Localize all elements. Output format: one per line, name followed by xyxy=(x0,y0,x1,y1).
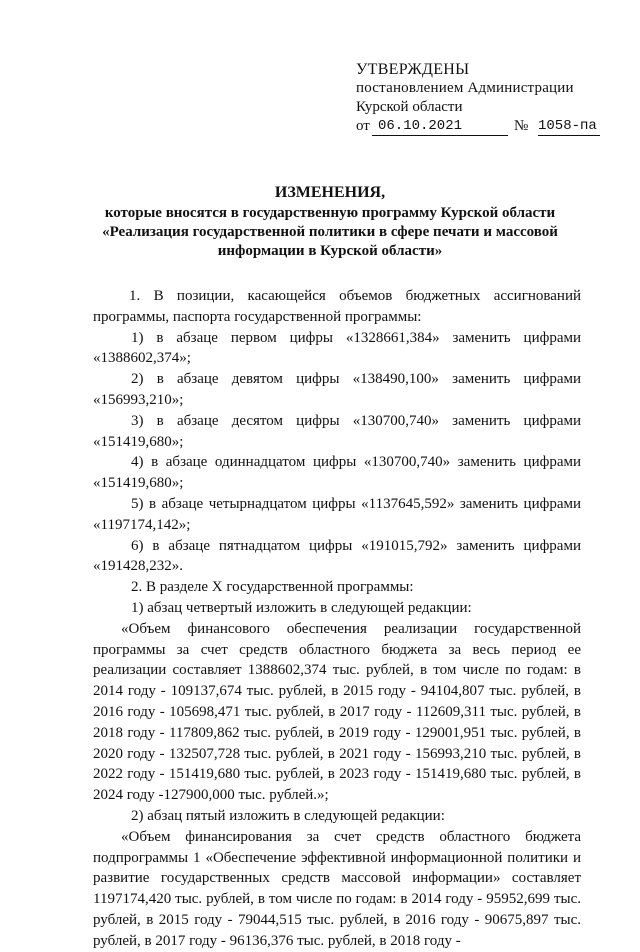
quote-2: «Объем финансирования за счет средств областного бюджета подпрограммы 1 «Обеспечение эффективной информационной политики и развитие государственных средств массовой информации» составляет 1197174,420 тыс. рублей, в том числе по годам: в 2014 году - 95952,699 тыс. рублей, в 2015 году - 79044,515 тыс. рублей, в 2016 году - 90675,897 тыс. рублей, в 2017 году - 96136,376 тыс. рублей, в 2018 году - xyxy=(93,828,581,949)
document-heading xyxy=(60,183,600,261)
quote-1: «Объем финансового обеспечения реализации государственной программы за счет средств областного бюджета за весь период ее реализации составляет 1388602,374 тыс. рублей, в том числе по годам: в 2014 году - 109137,674 тыс. рублей, в 2015 году - 94104,807 тыс. рублей, в 2016 году - 105698,471 тыс. рублей, в 2017 году - 112609,311 тыс. рублей, в 2018 году - 117809,862 тыс. рублей, в 2019 году - 129001,951 тыс. рублей, в 2020 году - 132507,728 тыс. рублей, в 2021 году - 156993,210 тыс. рублей, в 2022 году - 151419,680 тыс. рублей, в 2023 году - 151419,680 тыс. рублей, в 2024 году -127900,000 тыс. рублей.»; xyxy=(93,620,581,804)
approval-title: УТВЕРЖДЕНЫ xyxy=(356,61,470,78)
paragraph-2-item-2: 2) абзац пятый изложить в следующей редакции: xyxy=(131,807,445,824)
paragraph-2-item-1: 1) абзац четвертый изложить в следующей редакции: xyxy=(131,599,472,616)
paragraph-1-item-6: 6) в абзаце пятнадцатом цифры «191015,792» заменить цифрами «191428,232». xyxy=(93,537,581,575)
paragraph-1-item-1: 1) в абзаце первом цифры «1328661,384» заменить цифрами «1388602,374»; xyxy=(93,329,581,367)
heading-line-2: «Реализация государственной политики в сфере печати и массовой xyxy=(102,224,558,240)
paragraph-1: 1. В позиции, касающейся объемов бюджетных ассигнований программы, паспорта государственной программы: xyxy=(93,288,581,325)
number-sign: № xyxy=(514,118,529,134)
approval-number: 1058-па xyxy=(538,117,600,136)
date-from-label: от xyxy=(356,118,370,134)
approval-block xyxy=(356,60,626,137)
paragraph-2: 2. В разделе X государственной программы: xyxy=(131,579,414,596)
paragraph-1-item-4: 4) в абзаце одиннадцатом цифры «130700,740» заменить цифрами «151419,680»; xyxy=(93,454,581,492)
approval-line-region: Курской области xyxy=(356,99,463,115)
paragraph-1-item-3: 3) в абзаце десятом цифры «130700,740» заменить цифрами «151419,680»; xyxy=(93,412,581,450)
approval-line-resolution: постановлением Администрации xyxy=(356,80,574,96)
heading-line-3: информации в Курской области» xyxy=(217,243,443,259)
approval-date: 06.10.2021 xyxy=(372,117,508,136)
paragraph-1-item-5: 5) в абзаце четырнадцатом цифры «1137645,592» заменить цифрами «1197174,142»; xyxy=(93,495,581,533)
heading-title: ИЗМЕНЕНИЯ, xyxy=(274,184,386,201)
approval-date-row xyxy=(356,117,626,137)
heading-line-1: которые вносятся в государственную программу Курской области xyxy=(104,205,556,221)
paragraph-1-item-2: 2) в абзаце девятом цифры «138490,100» заменить цифрами «156993,210»; xyxy=(93,371,581,408)
document-body xyxy=(93,286,581,952)
